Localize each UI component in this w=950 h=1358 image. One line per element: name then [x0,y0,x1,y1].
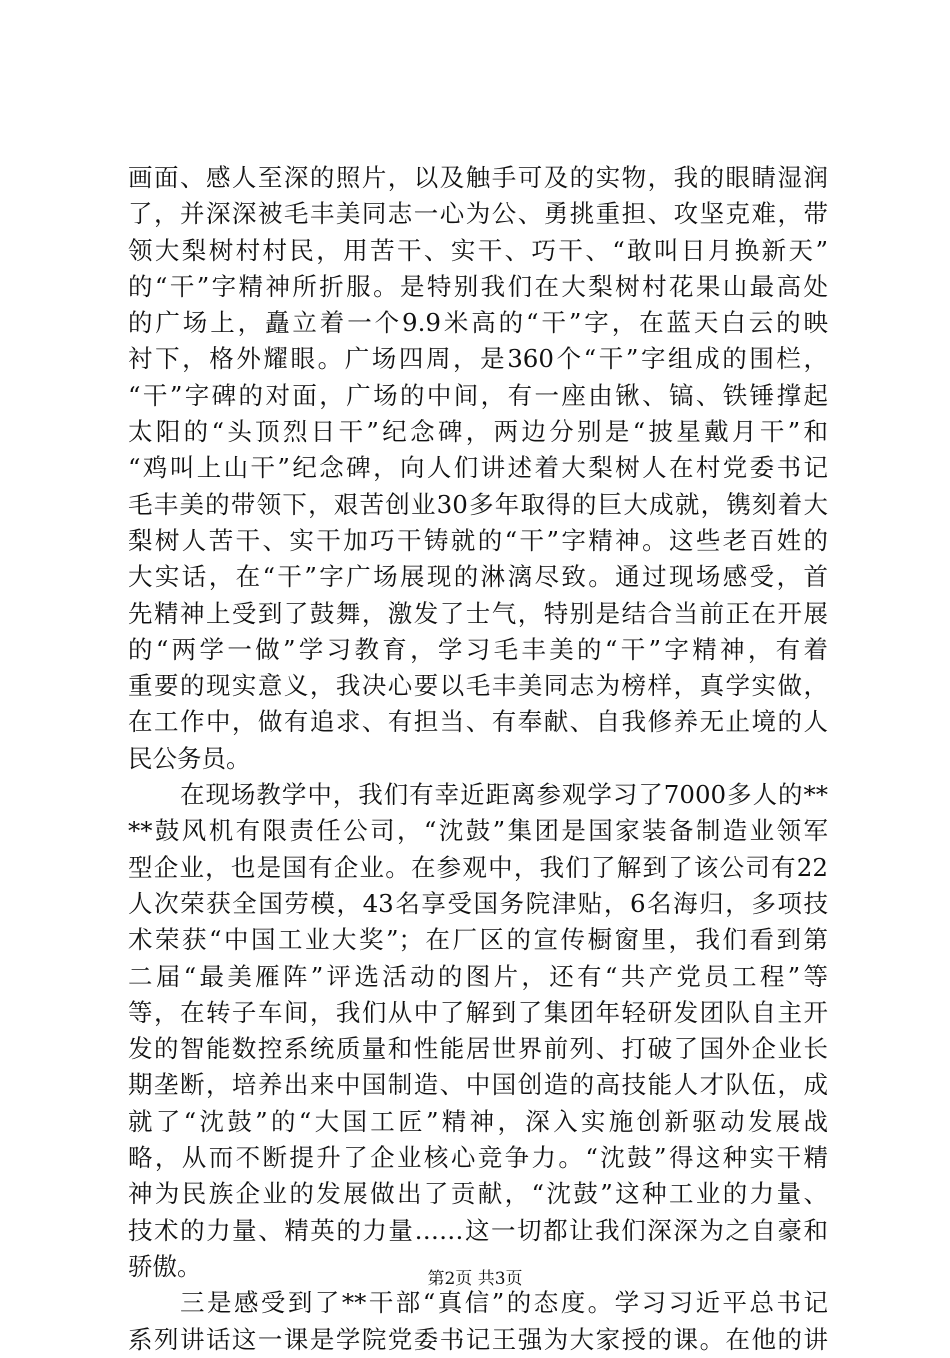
text-line: 的“两学一做”学习教育，学习毛丰美的“干”字精神，有着 [128,634,828,664]
paragraph-3 [128,1285,828,1358]
text-line: “干”字碑的对面，广场的中间，有一座由锹、镐、铁锤撑起 [128,380,828,410]
text-line: 略，从而不断提升了企业核心竞争力。“沈鼓”得这种实干精 [128,1143,828,1173]
text-line: 二届“最美雁阵”评选活动的图片，还有“共产党员工程”等 [128,961,828,991]
text-line: 太阳的“头顶烈日干”纪念碑，两边分别是“披星戴月干”和 [128,417,828,447]
text-line: 骄傲。 [128,1251,202,1281]
text-line: 重要的现实意义，我决心要以毛丰美同志为榜样，真学实做， [128,671,828,701]
text-line: 人次荣获全国劳模，43名享受国务院津贴，6名海归，多项技 [128,888,828,918]
text-line: 了，并深深被毛丰美同志一心为公、勇挑重担、攻坚克难，带 [128,199,828,229]
paragraph-2 [128,777,828,1285]
text-line: 神为民族企业的发展做出了贡献，“沈鼓”这种工业的力量、 [128,1179,828,1209]
text-line: 在现场教学中，我们有幸近距离参观学习了7000多人的** [180,780,828,810]
text-line: 等，在转子车间，我们从中了解到了集团年轻研发团队自主开 [128,997,828,1027]
text-line: 在工作中，做有追求、有担当、有奉献、自我修养无止境的人 [128,707,828,737]
document-body [128,160,828,1358]
text-line: 先精神上受到了鼓舞，激发了士气，特别是结合当前正在开展 [128,598,828,628]
text-line: 民公务员。 [128,743,251,773]
text-line: “鸡叫上山干”纪念碑，向人们讲述着大梨树人在村党委书记 [128,453,828,483]
text-line: 技术的力量、精英的力量……这一切都让我们深深为之自豪和 [128,1215,828,1245]
text-line: 发的智能数控系统质量和性能居世界前列、打破了国外企业长 [128,1034,828,1064]
text-line: 梨树人苦干、实干加巧干铸就的“干”字精神。这些老百姓的 [128,525,828,555]
text-line: **鼓风机有限责任公司，“沈鼓”集团是国家装备制造业领军 [128,816,828,846]
text-line: 三是感受到了**干部“真信”的态度。学习习近平总书记 [180,1288,828,1318]
text-line: 系列讲话这一课是学院党委书记王强为大家授的课。在他的讲 [128,1324,828,1354]
paragraph-1 [128,160,828,777]
text-line: 的“干”字精神所折服。是特别我们在大梨树村花果山最高处 [128,271,828,301]
text-line: 就了“沈鼓”的“大国工匠”精神，深入实施创新驱动发展战 [128,1106,828,1136]
text-line: 的广场上，矗立着一个9.9米高的“干”字，在蓝天白云的映 [128,308,828,338]
page-number-footer: 第2页 共3页 [427,1269,523,1289]
text-line: 术荣获“中国工业大奖”；在厂区的宣传橱窗里，我们看到第 [128,925,828,955]
text-line: 毛丰美的带领下，艰苦创业30多年取得的巨大成就，镌刻着大 [128,489,828,519]
text-line: 型企业，也是国有企业。在参观中，我们了解到了该公司有22 [128,852,828,882]
text-line: 画面、感人至深的照片，以及触手可及的实物，我的眼睛湿润 [128,163,828,192]
text-line: 期垄断，培养出来中国制造、中国创造的高技能人才队伍，成 [128,1070,828,1100]
text-line: 大实话，在“干”字广场展现的淋漓尽致。通过现场感受，首 [128,562,828,592]
text-line: 领大梨树村村民，用苦干、实干、巧干、“敢叫日月换新天” [128,235,828,265]
text-line: 衬下，格外耀眼。广场四周，是360个“干”字组成的围栏， [128,344,828,374]
